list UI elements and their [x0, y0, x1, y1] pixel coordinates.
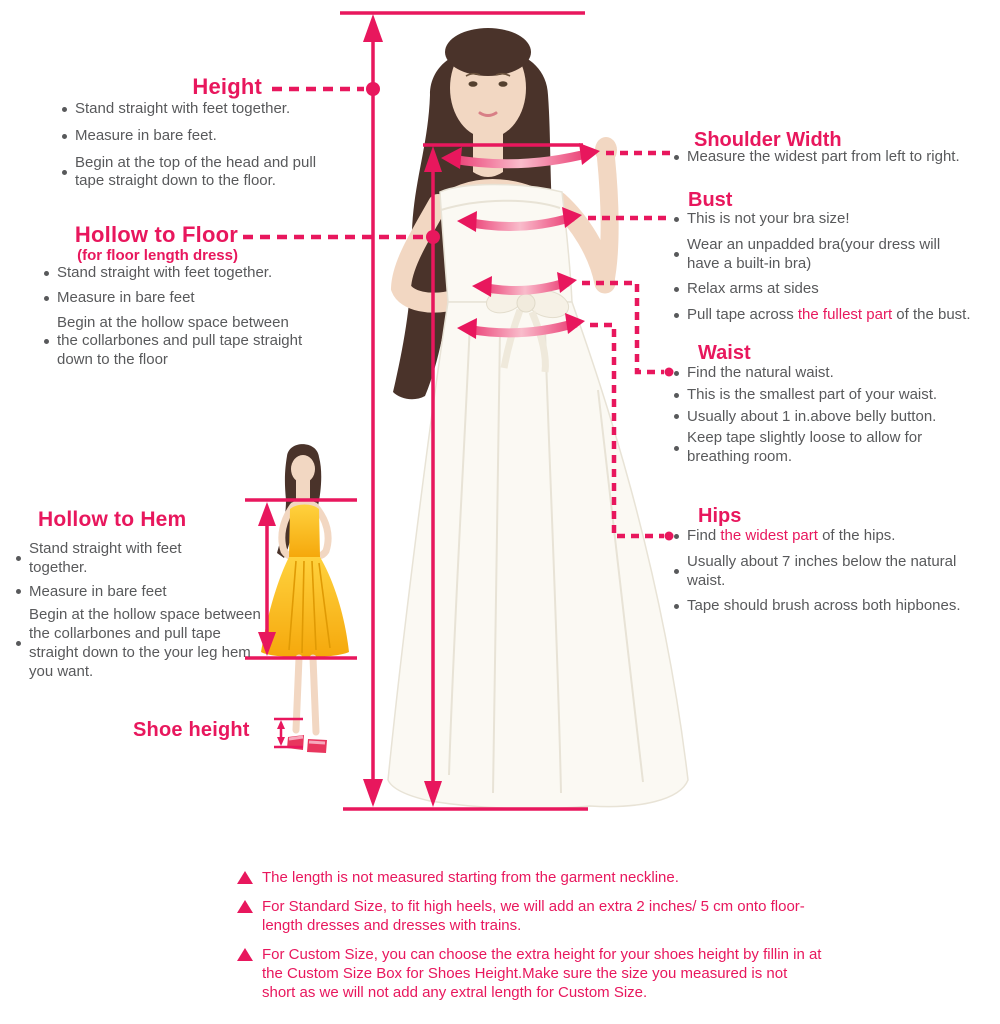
- bullet-item: Usually about 7 inches below the natural waist.: [674, 553, 1000, 591]
- bullet-icon: [674, 393, 679, 398]
- height-connector: [272, 82, 380, 96]
- bullet-item: Relax arms at sides: [674, 280, 1000, 299]
- bullet-item: Measure in bare feet.: [62, 127, 362, 146]
- bullet-icon: [44, 296, 49, 301]
- height-section: [62, 100, 362, 198]
- bullet-item: This is not your bra size!: [674, 210, 1000, 229]
- bullet-icon: [674, 287, 679, 292]
- highlight-text: the fullest part: [797, 306, 893, 323]
- shoe-height-label: Shoe height: [133, 719, 250, 741]
- bullet-icon: [62, 134, 67, 139]
- bullet-item: Stand straight with feet together.: [16, 540, 266, 578]
- bullet-item: Find the natural waist.: [674, 364, 994, 383]
- hollow-to-hem-section: [16, 540, 266, 688]
- bullet-icon: [674, 313, 679, 318]
- bullet-item: Measure the widest part from left to right.: [674, 148, 994, 167]
- hips-section: [674, 527, 1000, 623]
- bullet-icon: [674, 569, 679, 574]
- bullet-icon: [16, 641, 21, 646]
- bullet-item: Pull tape across the fullest part of the bust.: [674, 306, 1000, 325]
- bullet-item: Stand straight with feet together.: [62, 100, 362, 119]
- shoulder-width-section: [674, 148, 994, 174]
- hollow-to-floor-subtitle: (for floor length dress): [77, 247, 238, 264]
- bullet-item: Find the widest part of the hips.: [674, 527, 1000, 546]
- hollow-to-floor-title: Hollow to Floor: [74, 222, 238, 247]
- hollow-to-hem-title: Hollow to Hem: [38, 508, 187, 531]
- bullet-icon: [674, 155, 679, 160]
- bullet-item: Begin at the hollow space between the collarbones and pull tape straight down to the your leg hem you want.: [16, 606, 266, 681]
- bullet-icon: [674, 252, 679, 257]
- bullet-item: Tape should brush across both hipbones.: [674, 597, 1000, 616]
- bullet-icon: [674, 414, 679, 419]
- highlight-text: the widest part: [720, 527, 818, 544]
- shoes: [287, 735, 327, 753]
- warning-triangle-icon: [237, 900, 253, 913]
- bullet-icon: [674, 534, 679, 539]
- bullet-item: Measure in bare feet: [44, 289, 354, 308]
- bullet-icon: [674, 371, 679, 376]
- hips-title: Hips: [698, 505, 742, 527]
- bullet-icon: [674, 217, 679, 222]
- small-model-figure: [261, 444, 349, 753]
- bullet-item: Wear an unpadded bra(your dress will have a built-in bra): [674, 236, 1000, 274]
- bust-title: Bust: [688, 189, 733, 211]
- shoulder-width-title: Shoulder Width: [694, 129, 842, 151]
- height-title: Height: [192, 74, 262, 99]
- bullet-icon: [16, 556, 21, 561]
- warning-triangle-icon: [237, 871, 253, 884]
- bullet-item: Keep tape slightly loose to allow for breathing room.: [674, 429, 994, 467]
- bullet-item: Begin at the top of the head and pull tape straight down to the floor.: [62, 154, 362, 192]
- note-item: For Standard Size, to fit high heels, we will add an extra 2 inches/ 5 cm onto floor-length dresses and dresses with trains.: [237, 897, 837, 935]
- bullet-item: This is the smallest part of your waist.: [674, 386, 994, 405]
- bullet-icon: [674, 604, 679, 609]
- bullet-icon: [62, 170, 67, 175]
- bullet-icon: [44, 271, 49, 276]
- bust-section: [674, 210, 1000, 332]
- bullet-icon: [16, 589, 21, 594]
- waist-section: [674, 364, 994, 470]
- bullet-item: Usually about 1 in.above belly button.: [674, 408, 994, 427]
- hollow-to-floor-section: [44, 264, 354, 377]
- warning-triangle-icon: [237, 948, 253, 961]
- bullet-item: Measure in bare feet: [16, 583, 266, 602]
- bullet-item: Stand straight with feet together.: [44, 264, 354, 283]
- bullet-icon: [62, 107, 67, 112]
- bullet-item: Begin at the hollow space between the collarbones and pull tape straight down to the floor: [44, 314, 354, 370]
- note-item: The length is not measured starting from the garment neckline.: [237, 868, 837, 887]
- waist-title: Waist: [698, 342, 751, 364]
- bullet-icon: [44, 339, 49, 344]
- bullet-icon: [674, 446, 679, 451]
- note-item: For Custom Size, you can choose the extra height for your shoes height by fillin in at the Custom Size Box for Shoes Height.Make sure the size you measured is not short as we will not add any extral length for Custom Size.: [237, 945, 837, 1002]
- notes-section: [237, 868, 837, 1012]
